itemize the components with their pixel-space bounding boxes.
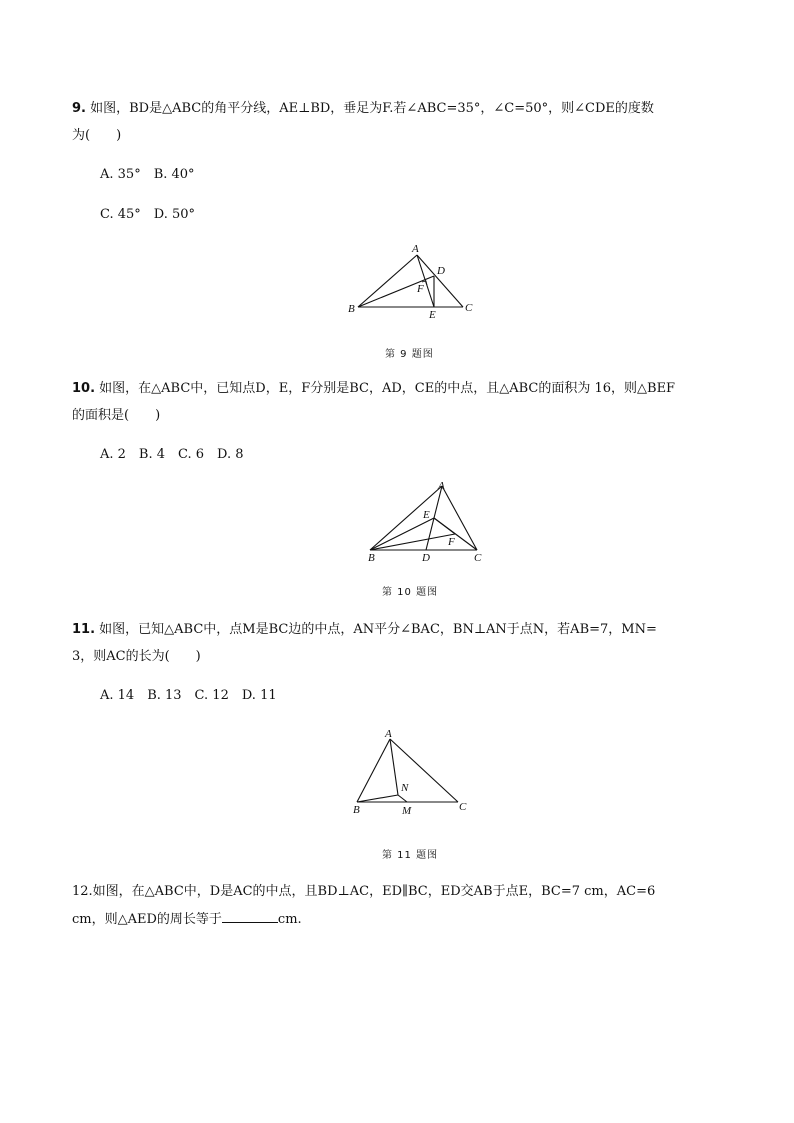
q11-label-c: C — [459, 801, 467, 813]
q10-label-f: F — [448, 536, 455, 548]
q11-segment-bn — [357, 795, 398, 802]
q9-label-f: F — [417, 283, 424, 295]
q11-segment-an — [390, 739, 398, 795]
q10-figure — [360, 478, 495, 566]
q9-label-c: C — [465, 302, 473, 314]
q11-number: 11. — [72, 622, 96, 637]
q9-label-b: B — [348, 303, 355, 315]
q11-label-a: A — [385, 728, 392, 740]
q10-number: 10. — [72, 381, 96, 396]
q9-caption: 第 9 题图 — [385, 349, 434, 360]
q10-options: A. 2 B. 4 C. 6 D. 8 — [100, 447, 244, 462]
q10-caption: 第 10 题图 — [382, 587, 439, 598]
q11-caption: 第 11 题图 — [382, 850, 439, 861]
q9-label-d: D — [437, 265, 445, 277]
q11-side-ab — [357, 739, 390, 802]
q12-text-line2 — [72, 910, 302, 929]
q9-number: 9. — [72, 101, 86, 116]
q11-figure — [345, 725, 480, 820]
q11-options: A. 14 B. 13 C. 12 D. 11 — [100, 688, 277, 703]
q10-segment-ef — [434, 518, 455, 534]
q10-side-ab — [370, 486, 442, 550]
q10-segment-be — [370, 518, 434, 550]
q9-stem: 如图，BD是△ABC的角平分线，AE⊥BD，垂足为F.若∠ABC=35°，∠C=50°，则∠CDE的度数 — [90, 101, 654, 116]
q11-stem: 如图，已知△ABC中，点M是BC边的中点，AN平分∠BAC，BN⊥AN于点N，若AB=7，MN= — [99, 622, 657, 637]
q9-text-line1 — [72, 100, 654, 118]
q11-segment-nm — [398, 795, 407, 802]
q9-side-ab — [358, 255, 417, 307]
q11-label-b: B — [353, 804, 360, 816]
q10-stem: 如图，在△ABC中，已知点D，E，F分别是BC，AD，CE的中点，且△ABC的面积为 16，则△BEF — [99, 381, 676, 396]
q10-label-e: E — [423, 509, 430, 521]
q11-label-m: M — [402, 805, 412, 817]
q10-label-c: C — [474, 552, 482, 564]
q12-unit: cm. — [277, 912, 302, 927]
q10-label-d: D — [422, 552, 430, 564]
q9-text-line2: 为( ) — [72, 128, 122, 143]
q12-stem-part: cm，则△AED的周长等于 — [72, 912, 222, 927]
q9-label-a: A — [412, 243, 419, 255]
q12-answer-blank[interactable] — [222, 910, 278, 923]
q9-options-row2: C. 45° D. 50° — [100, 207, 196, 222]
q10-label-b: B — [368, 552, 375, 564]
q11-label-n: N — [401, 782, 409, 794]
q9-options-row1: A. 35° B. 40° — [100, 167, 195, 182]
q10-label-a: A — [438, 480, 445, 492]
q11-text-line2: 3，则AC的长为( ) — [72, 649, 201, 664]
q9-side-ac — [417, 255, 463, 307]
q9-figure — [340, 240, 480, 325]
q11-text-line1 — [72, 621, 657, 639]
q12-text-line1: 12.如图，在△ABC中，D是AC的中点，且BD⊥AC，ED∥BC，ED交AB于点E，BC=7 cm，AC=6 — [72, 884, 656, 899]
q10-text-line2: 的面积是( ) — [72, 408, 161, 423]
q10-segment-bf — [370, 534, 455, 550]
q10-text-line1 — [72, 380, 675, 398]
q9-label-e: E — [429, 309, 436, 321]
